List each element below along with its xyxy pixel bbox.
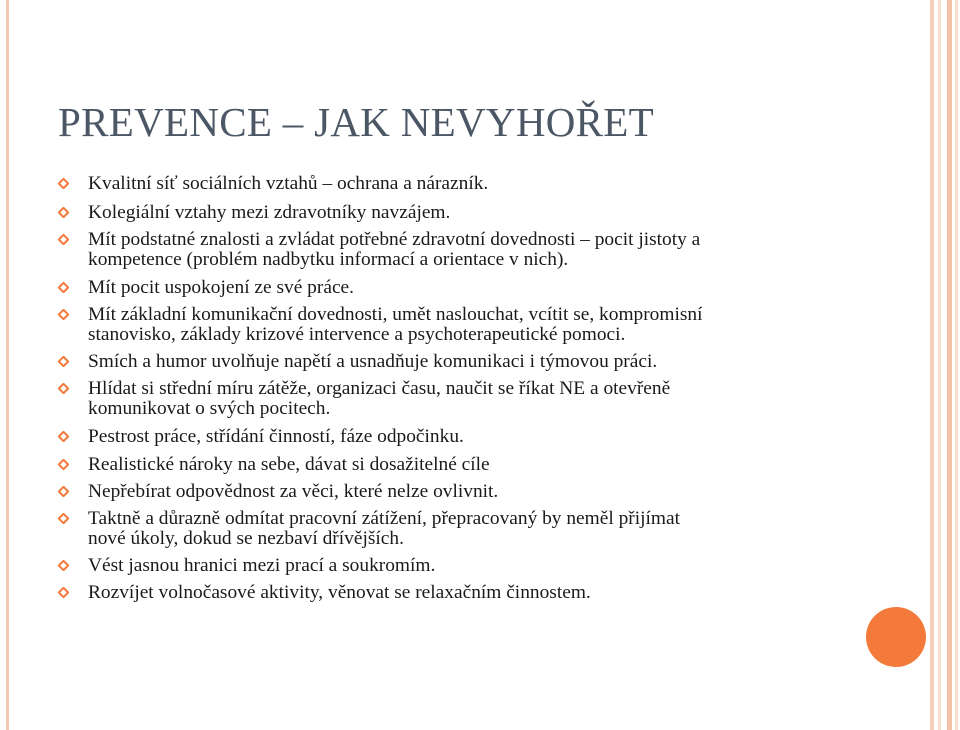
bullet-item [88, 203, 848, 223]
bullet-item [88, 455, 848, 475]
bullet-marker-icon [58, 309, 69, 320]
bullet-marker-icon [58, 178, 69, 189]
bullet-text-line: Nepřebírat odpovědnost za věci, které nelze ovlivnit. [88, 481, 499, 502]
bullet-text-line: Mít podstatné znalosti a zvládat potřebné zdravotní dovednosti – pocit jistoty a [88, 229, 701, 250]
bullet-item [88, 427, 848, 447]
bullet-text-line: Vést jasnou hranici mezi prací a soukromím. [88, 555, 436, 576]
bullet-text-line: Kolegiální vztahy mezi zdravotníky navzájem. [88, 202, 451, 223]
bullet-text-line: Mít základní komunikační dovednosti, umět naslouchat, vcítit se, kompromisní [88, 304, 703, 325]
bullet-text-line: Pestrost práce, střídání činností, fáze odpočinku. [88, 426, 464, 447]
bullet-item [88, 305, 848, 345]
bullet-marker-icon [58, 431, 69, 442]
bullet-marker-icon [58, 560, 69, 571]
bullet-text-line: Kvalitní síť sociálních vztahů – ochrana a nárazník. [88, 173, 489, 194]
bullet-text-line: Taktně a důrazně odmítat pracovní zátížení, přepracovaný by neměl přijímat [88, 508, 680, 529]
bullet-marker-icon [58, 383, 69, 394]
right-decorative-stripe [930, 0, 934, 730]
orange-accent-circle [866, 607, 926, 667]
bullet-text-line: kompetence (problém nadbytku informací a orientace v nich). [88, 249, 569, 270]
right-decorative-stripe [955, 0, 958, 730]
bullet-text-line: Mít pocit uspokojení ze své práce. [88, 277, 355, 298]
bullet-item [88, 278, 848, 298]
bullet-text-line: Hlídat si střední míru zátěže, organizaci času, naučit se říkat NE a otevřeně [88, 378, 671, 399]
bullet-marker-icon [58, 234, 69, 245]
bullet-item [88, 174, 848, 194]
bullet-item [88, 379, 848, 419]
right-decorative-stripe [947, 0, 952, 730]
bullet-item [88, 482, 848, 502]
bullet-text-line: Realistické nároky na sebe, dávat si dosažitelné cíle [88, 454, 490, 475]
bullet-text-line: komunikovat o svých pocitech. [88, 398, 331, 419]
bullet-text-line: stanovisko, základy krizové intervence a psychoterapeutické pomoci. [88, 324, 626, 345]
slide-title: PREVENCE – JAK NEVYHOŘET [58, 99, 654, 145]
bullet-item [88, 352, 848, 372]
bullet-item [88, 509, 848, 549]
bullet-item [88, 556, 848, 576]
bullet-marker-icon [58, 207, 69, 218]
bullet-item [88, 230, 848, 270]
bullet-marker-icon [58, 486, 69, 497]
bullet-marker-icon [58, 459, 69, 470]
bullet-marker-icon [58, 587, 69, 598]
right-decorative-stripe [938, 0, 941, 730]
bullet-text-line: Rozvíjet volnočasové aktivity, věnovat se relaxačním činnostem. [88, 582, 591, 603]
bullet-marker-icon [58, 282, 69, 293]
bullet-text-line: Smích a humor uvolňuje napětí a usnadňuje komunikaci i týmovou práci. [88, 351, 658, 372]
bullet-text-line: nové úkoly, dokud se nezbaví dřívějších. [88, 528, 404, 549]
bullet-item [88, 583, 848, 603]
left-decorative-stripe [6, 0, 9, 730]
bullet-marker-icon [58, 513, 69, 524]
bullet-marker-icon [58, 356, 69, 367]
